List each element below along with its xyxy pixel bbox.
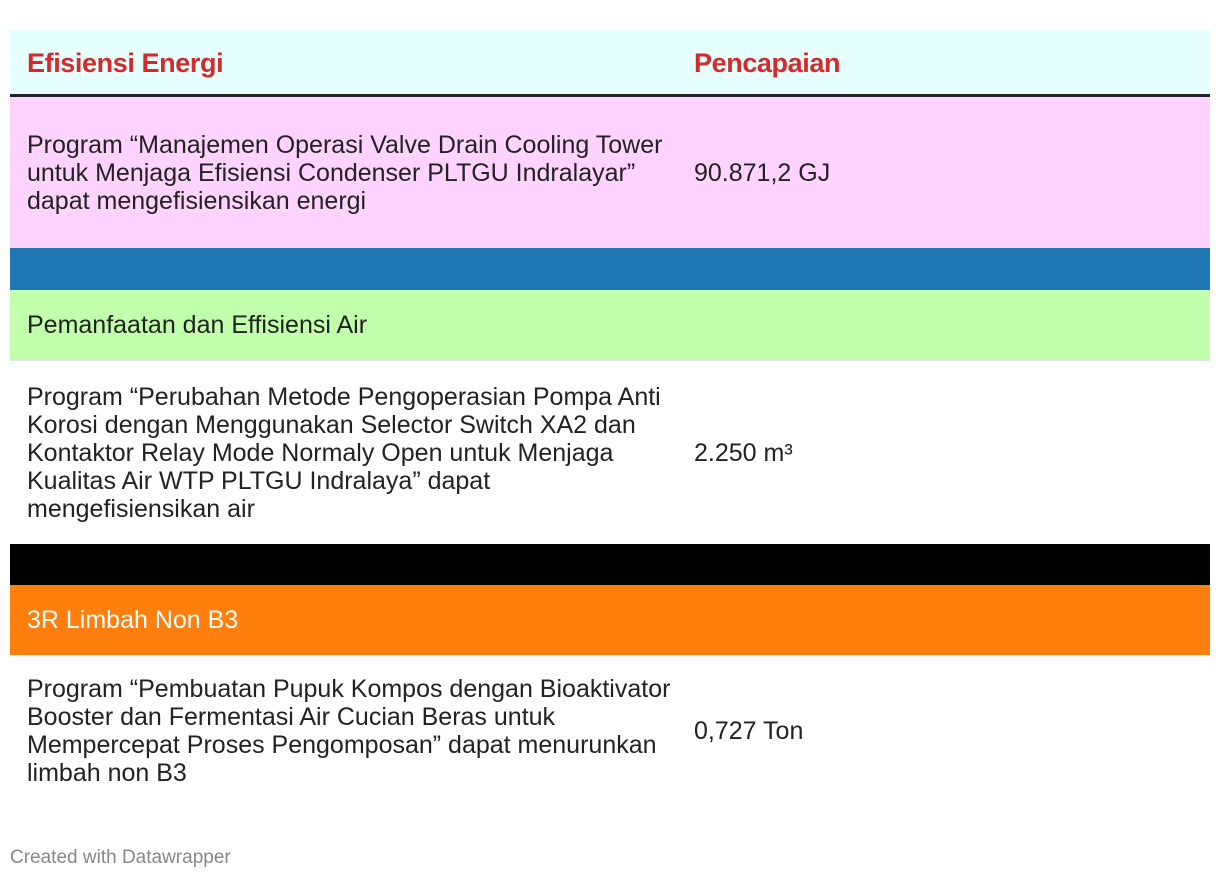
divider-band-blue — [10, 248, 1210, 290]
value-water: 2.250 m³ — [694, 438, 793, 467]
program-waste: Program “Pembuatan Pupuk Kompos dengan Bioaktivator Booster dan Fermentasi Air Cucian Beras untuk Mempercepat Proses Pengomposan” dapat menurunkan limbah non B3 — [27, 675, 671, 787]
program-energy: Program “Manajemen Operasi Valve Drain Cooling Tower untuk Menjaga Efisiensi Condenser PLTGU Indralayar” dapat mengefisiensikan energi — [27, 130, 663, 215]
header-pencapaian: Pencapaian — [694, 47, 841, 78]
value-energy: 90.871,2 GJ — [694, 158, 831, 187]
section-title-waste: 3R Limbah Non B3 — [27, 606, 239, 634]
table-row-waste — [10, 655, 1210, 807]
section-header-water — [10, 290, 1210, 360]
divider-band-black — [10, 544, 1210, 585]
table-row-energy — [10, 97, 1210, 248]
table-row-water — [10, 361, 1210, 544]
section-header-waste — [10, 585, 1210, 655]
value-waste: 0,727 Ton — [694, 717, 804, 745]
section-title-water: Pemanfaatan dan Effisiensi Air — [27, 311, 368, 339]
datawrapper-credit[interactable]: Created with Datawrapper — [10, 847, 231, 868]
program-water: Program “Perubahan Metode Pengoperasian Pompa Anti Korosi dengan Menggunakan Selector Switch XA2 dan Kontaktor Relay Mode Normaly Open untuk Menjaga Kualitas Air WTP PLTGU Indralaya” dapat mengefisiensikan air — [27, 382, 661, 523]
table-header — [10, 30, 1210, 97]
achievement-table — [10, 30, 1210, 807]
header-efisiensi-energi: Efisiensi Energi — [27, 47, 224, 78]
